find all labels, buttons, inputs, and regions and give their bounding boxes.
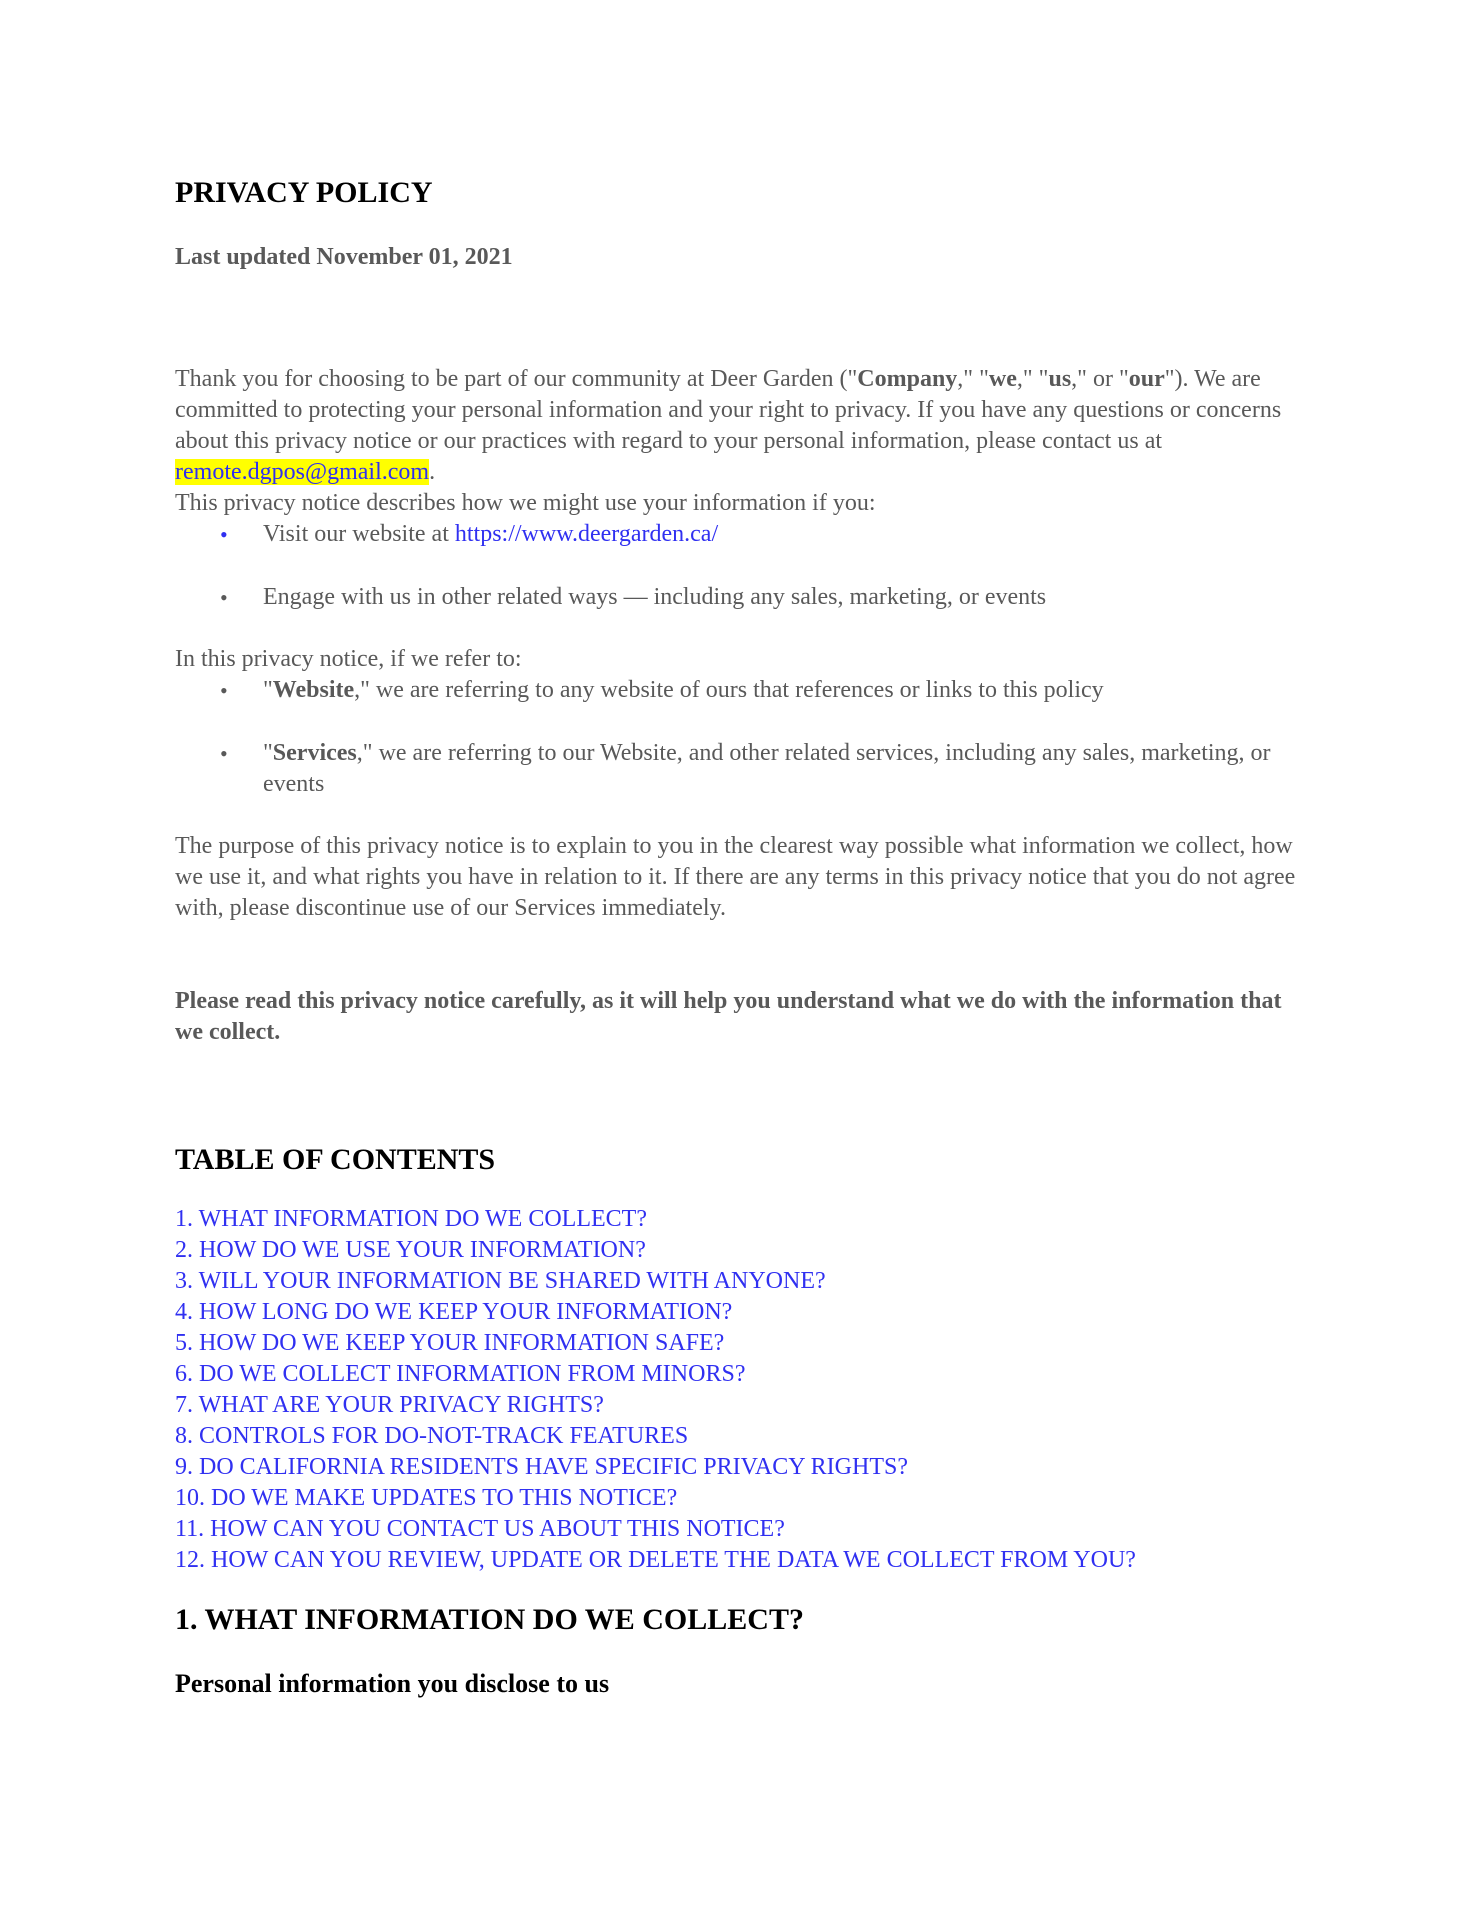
intro-text-2: ," " <box>957 366 989 392</box>
intro-paragraph <box>175 364 1315 488</box>
page-title: PRIVACY POLICY <box>175 176 433 209</box>
intro-text-1: Thank you for choosing to be part of our community at Deer Garden (" <box>175 366 858 392</box>
bullet-icon: • <box>220 741 228 766</box>
bullet-icon: • <box>220 585 228 610</box>
toc-link-10[interactable]: 10. DO WE MAKE UPDATES TO THIS NOTICE? <box>175 1485 678 1511</box>
toc-link-12[interactable]: 12. HOW CAN YOU REVIEW, UPDATE OR DELETE THE DATA WE COLLECT FROM YOU? <box>175 1547 1136 1573</box>
last-updated: Last updated November 01, 2021 <box>175 244 513 270</box>
toc-link-4[interactable]: 4. HOW LONG DO WE KEEP YOUR INFORMATION? <box>175 1299 733 1325</box>
definitions-list <box>175 675 1315 800</box>
list-item <box>175 582 1315 613</box>
bullet-icon: • <box>220 522 228 547</box>
toc-link-2[interactable]: 2. HOW DO WE USE YOUR INFORMATION? <box>175 1237 646 1263</box>
describes-paragraph: This privacy notice describes how we might use your information if you: <box>175 490 876 516</box>
list-item <box>175 519 1315 550</box>
list-item-text: Visit our website at <box>263 521 455 547</box>
website-link[interactable]: https://www.deergarden.ca/ <box>454 521 719 547</box>
quote-mark: " <box>263 740 273 766</box>
term-services: Services <box>272 740 357 766</box>
quote-mark: " <box>263 677 273 703</box>
document-page <box>175 170 1315 1702</box>
contact-email-link[interactable]: remote.dgpos@gmail.com <box>175 459 430 485</box>
list-item <box>175 738 1315 800</box>
section-1-subheading: Personal information you disclose to us <box>175 1669 610 1698</box>
term-us: us <box>1048 366 1072 392</box>
list-item <box>175 675 1315 706</box>
intro-text-4: ," or " <box>1071 366 1129 392</box>
toc-link-6[interactable]: 6. DO WE COLLECT INFORMATION FROM MINORS? <box>175 1361 746 1387</box>
toc-heading: TABLE OF CONTENTS <box>175 1143 496 1176</box>
list-item-text: Engage with us in other related ways — including any sales, marketing, or events <box>263 584 1047 610</box>
list-item-text: ," we are referring to our Website, and other related services, including any sales, marketing, or events <box>263 740 1271 797</box>
term-our: our <box>1128 366 1165 392</box>
bullet-icon: • <box>220 678 228 703</box>
table-of-contents <box>175 1204 1315 1576</box>
intro-text-5: "). We are committed to protecting your personal information and your right to privacy. If you have any questions or concerns about this privacy notice or our practices with regard to your personal information, please contact us at <box>175 366 1282 454</box>
uses-list <box>175 519 1315 613</box>
toc-link-9[interactable]: 9. DO CALIFORNIA RESIDENTS HAVE SPECIFIC PRIVACY RIGHTS? <box>175 1454 908 1480</box>
refer-intro: In this privacy notice, if we refer to: <box>175 646 522 672</box>
list-item-text: ," we are referring to any website of ours that references or links to this policy <box>354 677 1104 703</box>
toc-link-8[interactable]: 8. CONTROLS FOR DO-NOT-TRACK FEATURES <box>175 1423 689 1449</box>
intro-text-6: . <box>429 459 436 485</box>
purpose-paragraph: The purpose of this privacy notice is to explain to you in the clearest way possible what information we collect, how we use it, and what rights you have in relation to it. If there are any terms in this privacy notice that you do not agree with, please discontinue use of our Services immediately. <box>175 833 1296 921</box>
intro-text-3: ," " <box>1016 366 1049 392</box>
term-we: we <box>988 366 1017 392</box>
toc-link-3[interactable]: 3. WILL YOUR INFORMATION BE SHARED WITH ANYONE? <box>175 1268 826 1294</box>
toc-link-11[interactable]: 11. HOW CAN YOU CONTACT US ABOUT THIS NOTICE? <box>175 1516 785 1542</box>
toc-link-5[interactable]: 5. HOW DO WE KEEP YOUR INFORMATION SAFE? <box>175 1330 725 1356</box>
section-1-heading: 1. WHAT INFORMATION DO WE COLLECT? <box>175 1603 804 1636</box>
term-company: Company <box>857 366 958 392</box>
toc-link-7[interactable]: 7. WHAT ARE YOUR PRIVACY RIGHTS? <box>175 1392 604 1418</box>
toc-link-1[interactable]: 1. WHAT INFORMATION DO WE COLLECT? <box>175 1206 647 1232</box>
read-carefully-notice: Please read this privacy notice carefully, as it will help you understand what we do with the information that we collect. <box>175 988 1282 1045</box>
term-website: Website <box>272 677 355 703</box>
